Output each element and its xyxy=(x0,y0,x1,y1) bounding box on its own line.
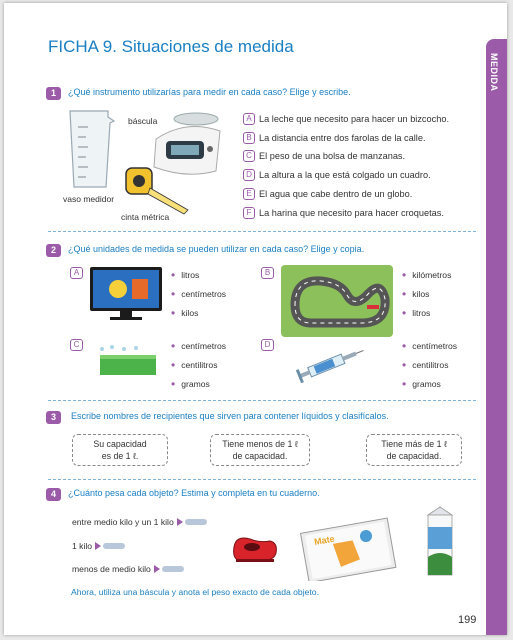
option-letter: E xyxy=(243,188,255,200)
section-3-number: 3 xyxy=(46,411,61,424)
unit-option: • centímetros xyxy=(171,284,226,303)
option-letter: D xyxy=(243,169,255,181)
unit-option: • centilitros xyxy=(171,355,226,374)
box-line: de capacidad. xyxy=(386,451,442,461)
arrow-icon xyxy=(154,565,160,573)
section-divider xyxy=(48,231,476,232)
section-divider xyxy=(48,479,476,480)
option-letter: A xyxy=(243,113,255,125)
option-letter: F xyxy=(243,207,255,219)
unit-option: • kilos xyxy=(171,303,226,322)
option-b xyxy=(243,132,426,144)
item-a-letter: A xyxy=(70,267,83,279)
unit-option: • centímetros xyxy=(171,336,226,355)
capacity-box-equal xyxy=(72,434,168,466)
box-line: es de 1 ℓ. xyxy=(101,451,139,461)
option-a xyxy=(243,113,449,125)
option-f xyxy=(243,207,444,219)
item-a-units xyxy=(171,265,226,322)
box-line: Tiene menos de 1 ℓ xyxy=(222,439,298,449)
item-b-units xyxy=(402,265,451,322)
section-2-number: 2 xyxy=(46,244,61,257)
item-c-units xyxy=(171,336,226,393)
unit-option: • kilos xyxy=(402,284,451,303)
footnote: Ahora, utiliza una báscula y anota el peso exacto de cada objeto. xyxy=(71,587,319,597)
option-c xyxy=(243,150,405,162)
item-c-letter: C xyxy=(70,339,83,351)
answer-blank xyxy=(185,519,207,525)
unit-option: • gramos xyxy=(402,374,457,393)
option-text: El peso de una bolsa de manzanas. xyxy=(259,151,406,161)
unit-option: • litros xyxy=(402,303,451,322)
option-letter: C xyxy=(243,150,255,162)
weight-text: menos de medio kilo xyxy=(72,564,151,574)
arrow-icon xyxy=(177,518,183,526)
weight-line-2 xyxy=(72,541,125,551)
item-b-letter: B xyxy=(261,267,274,279)
answer-blank xyxy=(103,543,125,549)
section-divider xyxy=(48,400,476,401)
weight-text: entre medio kilo y un 1 kilo xyxy=(72,517,174,527)
shoe-image xyxy=(230,529,280,567)
capacity-box-more xyxy=(366,434,462,466)
unit-option: • centímetros xyxy=(402,336,457,355)
side-tab xyxy=(486,39,507,635)
unit-option: • kilómetros xyxy=(402,265,451,284)
television-image xyxy=(88,265,164,323)
unit-option: • centilitros xyxy=(402,355,457,374)
section-2-title: ¿Qué unidades de medida se pueden utilizar en cada caso? Elige y copia. xyxy=(68,244,365,254)
option-d xyxy=(243,169,431,181)
box-line: de capacidad. xyxy=(232,451,288,461)
worksheet-page xyxy=(4,3,507,635)
option-text: La altura a la que está colgado un cuadro. xyxy=(259,170,431,180)
item-d-units xyxy=(402,336,457,393)
option-e xyxy=(243,188,412,200)
weight-text: 1 kilo xyxy=(72,541,93,551)
arrow-icon xyxy=(95,542,101,550)
unit-option: • litros xyxy=(171,265,226,284)
scale-label: báscula xyxy=(128,116,158,126)
section-4-title: ¿Cuánto pesa cada objeto? Estima y completa en tu cuaderno. xyxy=(68,488,320,498)
page-title: FICHA 9. Situaciones de medida xyxy=(48,37,294,56)
book-image xyxy=(294,517,406,581)
race-track-image xyxy=(281,265,393,337)
section-4-number: 4 xyxy=(46,488,61,501)
section-1-number: 1 xyxy=(46,87,61,100)
measuring-cup-label: vaso medidor xyxy=(63,194,115,204)
item-d-letter: D xyxy=(261,339,274,351)
tape-measure-label: cinta métrica xyxy=(121,212,170,222)
option-text: La leche que necesito para hacer un bizcocho. xyxy=(259,114,450,124)
measuring-cup-image xyxy=(64,107,116,191)
option-text: La distancia entre dos farolas de la calle. xyxy=(259,133,426,143)
answer-blank xyxy=(162,566,184,572)
option-letter: B xyxy=(243,132,255,144)
syringe-image xyxy=(294,345,366,383)
option-text: El agua que cabe dentro de un globo. xyxy=(259,189,413,199)
side-tab-label: MEDIDA xyxy=(489,53,499,92)
unit-option: • gramos xyxy=(171,374,226,393)
box-line: Tiene más de 1 ℓ xyxy=(381,439,447,449)
milk-carton-image xyxy=(422,505,458,577)
option-text: La harina que necesito para hacer croquetas. xyxy=(259,208,444,218)
tape-measure-image xyxy=(122,166,194,218)
weight-line-3 xyxy=(72,564,184,574)
box-line: Su capacidad xyxy=(93,439,147,449)
capacity-box-less xyxy=(210,434,310,466)
book-title: Mate xyxy=(313,533,336,548)
sponge-cake-image xyxy=(96,343,160,377)
weight-line-1 xyxy=(72,517,207,527)
page-number: 199 xyxy=(458,614,477,626)
section-3-title: Escribe nombres de recipientes que sirven para contener líquidos y clasifícalos. xyxy=(71,411,389,421)
section-1-title: ¿Qué instrumento utilizarías para medir en cada caso? Elige y escribe. xyxy=(68,87,351,97)
